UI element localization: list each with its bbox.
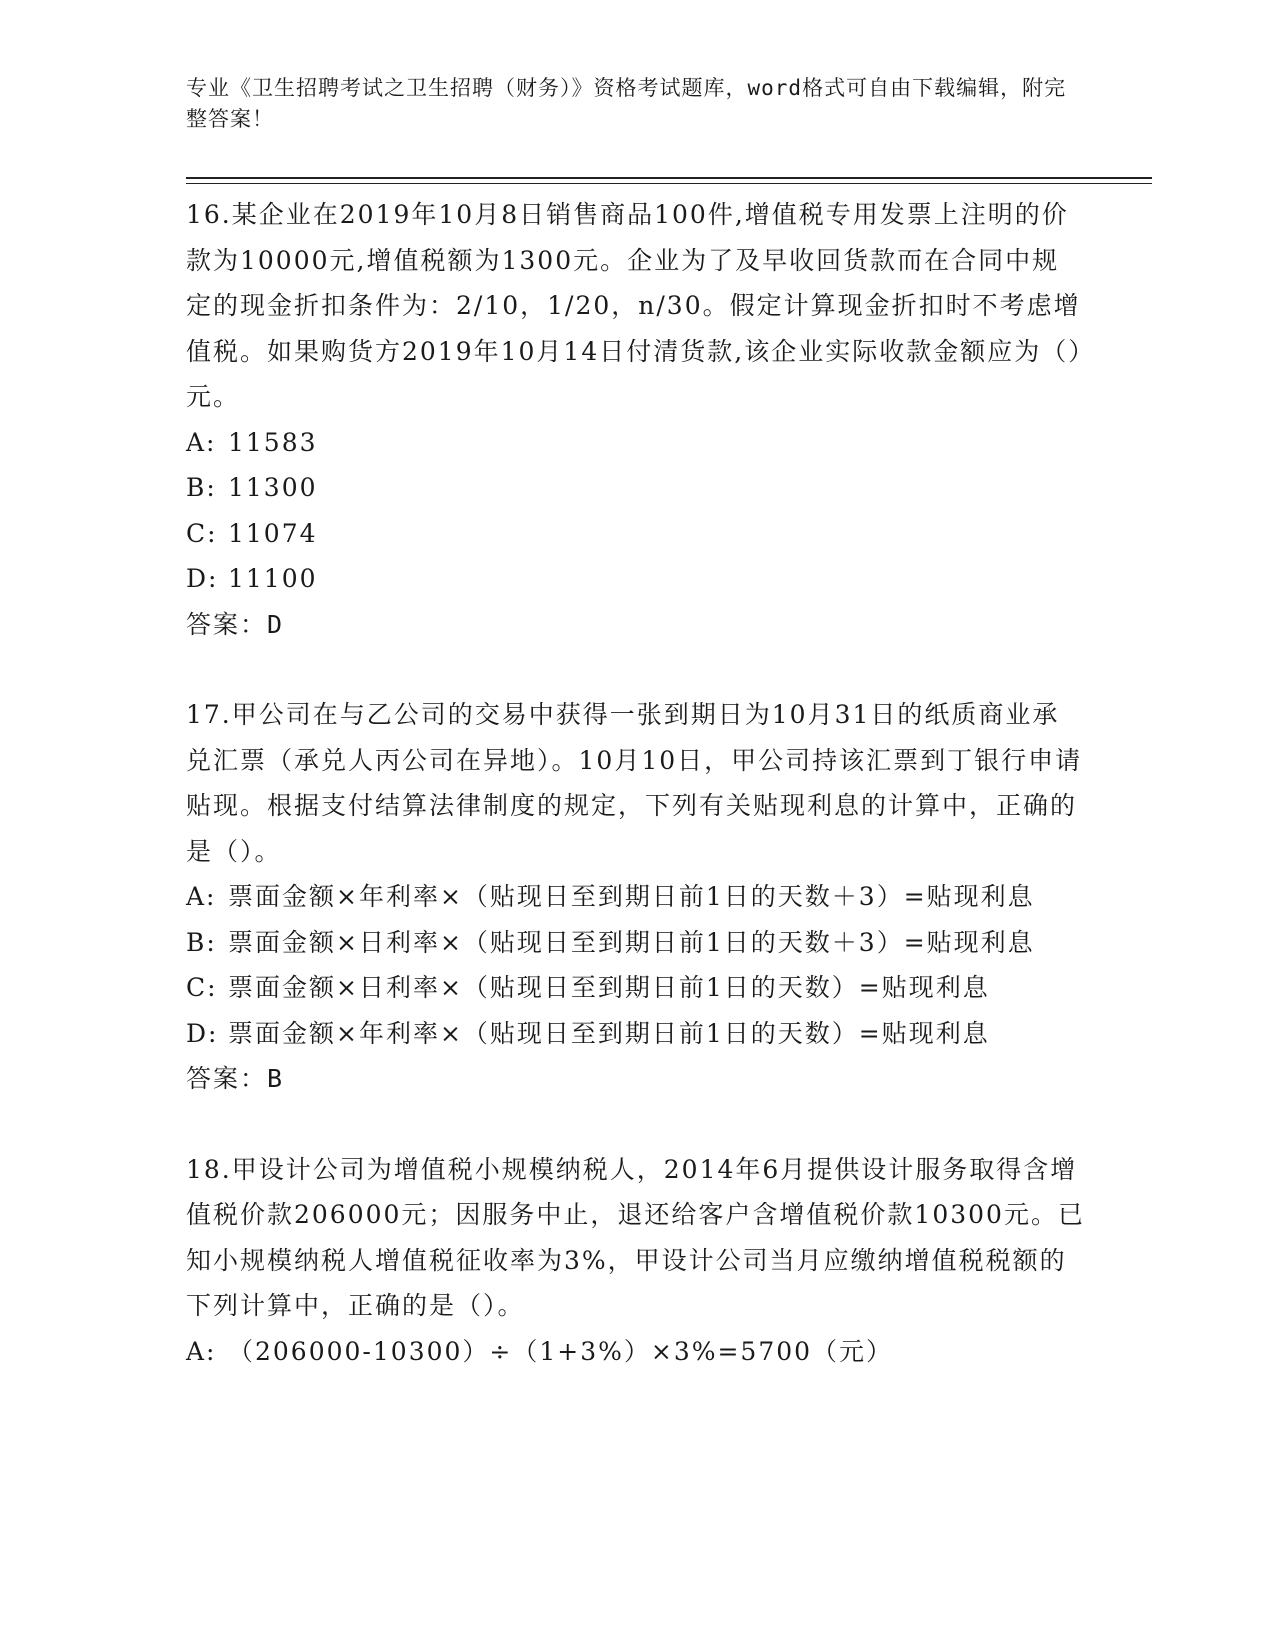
option-a (186, 1329, 1086, 1375)
option-letter: A: (186, 1336, 217, 1366)
document-header (186, 73, 1086, 135)
option-text: 票面金额×年利率×（贴现日至到期日前1日的天数）=贴现利息 (228, 1018, 990, 1048)
option-letter: D: (186, 564, 219, 593)
header-rule-thin (186, 183, 1152, 184)
header-intro: 专业《卫生招聘考试之卫生招聘（财务）》资格考试题库，word格式可自由下载编辑，附完整答案！ (186, 76, 1067, 131)
option-text: 票面金额×日利率×（贴现日至到期日前1日的天数）=贴现利息 (228, 973, 990, 1002)
question-text: 18.甲设计公司为增值税小规模纳税人，2014年6月提供设计服务取得含增值税价款206000元；因服务中止，退还给客户含增值税价款10300元。已知小规模纳税人增值税征收率为3%，甲设计公司当月应缴纳增值税税额的下列计算中，正确的是（）。 (186, 1154, 1085, 1320)
option-letter: B: (186, 473, 217, 502)
option-text: 11074 (228, 518, 318, 548)
header-rule-thick (186, 177, 1152, 179)
option-a (186, 874, 1086, 920)
option-b (186, 920, 1086, 966)
option-text: 票面金额×年利率×（贴现日至到期日前1日的天数＋3）=贴现利息 (228, 882, 1035, 911)
option-a (186, 420, 1086, 466)
option-text: 11583 (228, 427, 318, 457)
question-16 (186, 192, 1086, 647)
question-text: 16.某企业在2019年10月8日销售商品100件,增值税专用发票上注明的价款为10000元,增值税额为1300元。企业为了及早收回货款而在合同中规定的现金折扣条件为：2/10，1/20，n/30。假定计算现金折扣时不考虑增值税。如果购货方2019年10月14日付清货款,该企业实际收款金额应为（）元。 (186, 200, 1083, 411)
option-text: 11100 (228, 564, 318, 593)
option-d (186, 1011, 1086, 1057)
option-d (186, 556, 1086, 602)
option-b (186, 465, 1086, 511)
question-18 (186, 1147, 1086, 1375)
option-letter: D: (186, 1018, 219, 1048)
option-letter: C: (186, 518, 218, 548)
option-c (186, 965, 1086, 1011)
question-text: 17.甲公司在与乙公司的交易中获得一张到期日为10月31日的纸质商业承兑汇票（承兑人丙公司在异地）。10月10日，甲公司持该汇票到丁银行申请贴现。根据支付结算法律制度的规定，下列有关贴现利息的计算中，正确的是（）。 (186, 700, 1083, 866)
question-list (186, 192, 1086, 1374)
option-letter: A: (186, 427, 217, 457)
option-c (186, 511, 1086, 557)
option-text: 11300 (228, 473, 318, 502)
option-letter: A: (186, 882, 217, 911)
option-letter: C: (186, 973, 218, 1002)
option-text: （206000-10300）÷（1+3%）×3%=5700（元） (228, 1336, 894, 1366)
option-letter: B: (186, 927, 217, 957)
question-17 (186, 692, 1086, 1102)
answer-line: 答案：D (186, 609, 285, 639)
option-text: 票面金额×日利率×（贴现日至到期日前1日的天数＋3）=贴现利息 (228, 927, 1035, 957)
answer-line: 答案：B (186, 1064, 285, 1093)
